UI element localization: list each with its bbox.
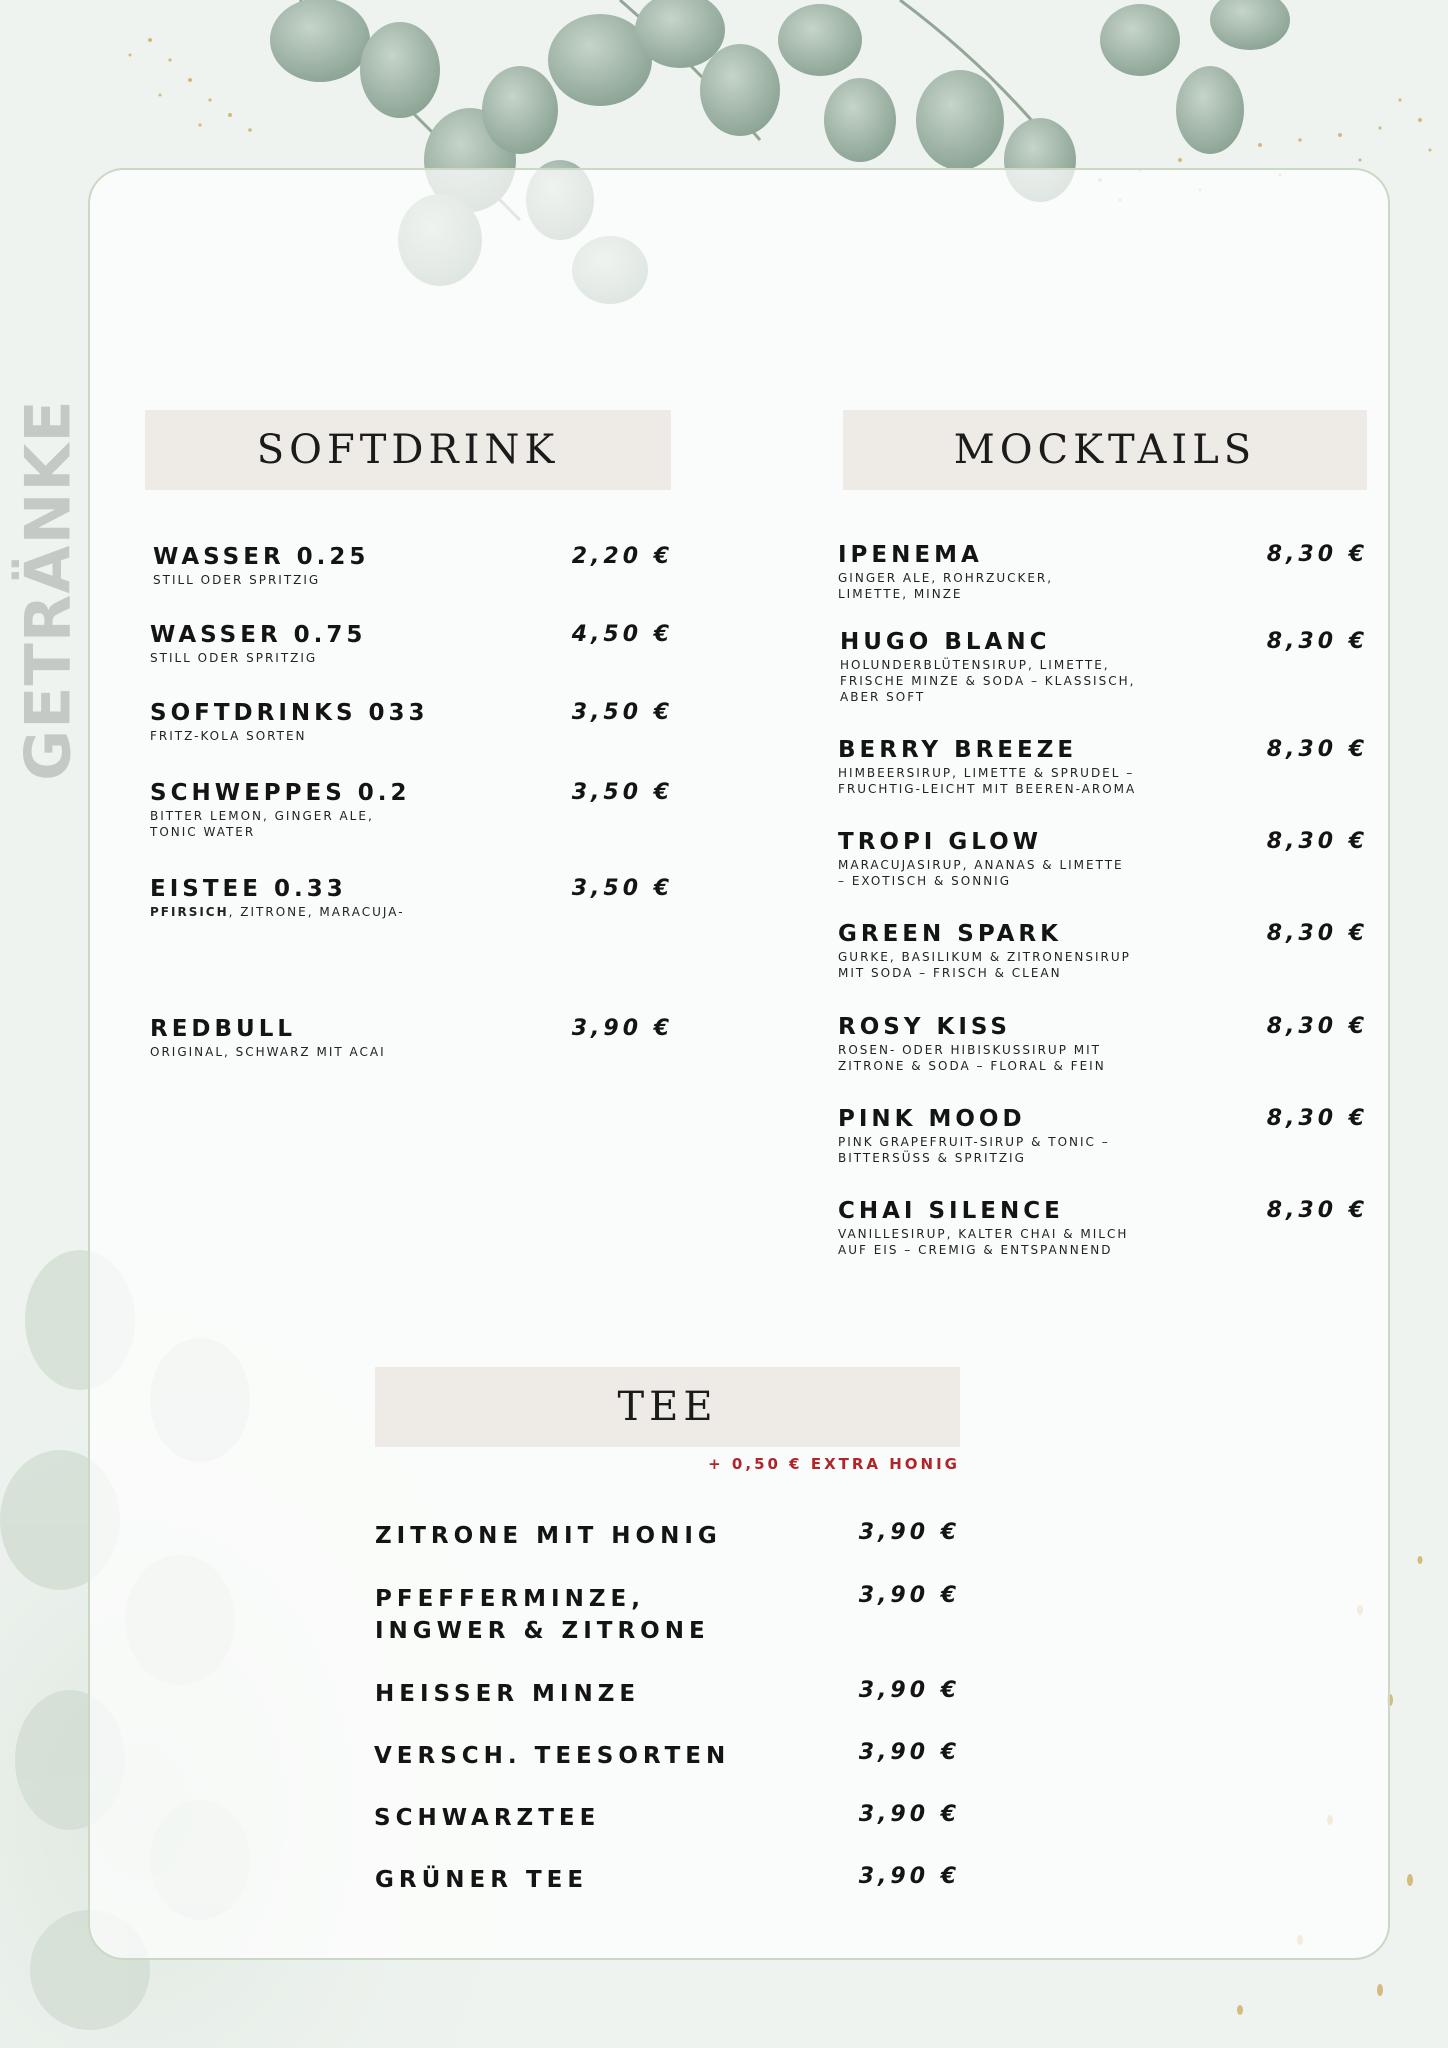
section-title: SOFTDRINK bbox=[256, 427, 560, 473]
item-name: PINK MOOD bbox=[838, 1106, 1026, 1132]
item-description: FRITZ-KOLA SORTEN bbox=[150, 729, 307, 743]
side-title: GETRÄNKE bbox=[11, 399, 85, 781]
item-name: ROSY KISS bbox=[838, 1014, 1011, 1040]
item-price: 2,20 € bbox=[571, 544, 673, 569]
item-description: BITTER LEMON, GINGER ALE, TONIC WATER bbox=[150, 809, 374, 839]
item-name: REDBULL bbox=[150, 1016, 297, 1042]
item-description: ORIGINAL, SCHWARZ MIT ACAI bbox=[150, 1045, 386, 1059]
section-title: MOCKTAILS bbox=[953, 427, 1257, 473]
item-description: VANILLESIRUP, KALTER CHAI & MILCH AUF EIS – CREMIG & ENTSPANNEND bbox=[838, 1227, 1129, 1257]
item-price: 3,50 € bbox=[571, 876, 673, 901]
mocktail-item bbox=[838, 921, 1368, 981]
item-name: VERSCH. TEESORTEN bbox=[374, 1743, 731, 1769]
item-name: WASSER 0.25 bbox=[153, 544, 370, 570]
mocktail-item bbox=[838, 1198, 1368, 1258]
item-description: STILL ODER SPRITZIG bbox=[153, 573, 321, 587]
softdrink-item bbox=[150, 876, 673, 926]
item-name: HUGO BLANC bbox=[840, 629, 1051, 655]
item-name: TROPI GLOW bbox=[838, 829, 1043, 855]
item-description-rest: , ZITRONE, MARACUJA- bbox=[228, 905, 405, 919]
item-description: MARACUJASIRUP, ANANAS & LIMETTE – EXOTISCH & SONNIG bbox=[838, 858, 1124, 888]
section-header-tee bbox=[375, 1367, 960, 1447]
softdrink-item bbox=[150, 700, 673, 750]
extra-honey-note: + 0,50 € EXTRA HONIG bbox=[708, 1455, 960, 1473]
mocktail-item bbox=[838, 829, 1368, 889]
section-header-softdrink bbox=[145, 410, 671, 490]
tee-item bbox=[374, 1740, 960, 1774]
item-price: 3,50 € bbox=[571, 700, 673, 725]
item-name: CHAI SILENCE bbox=[838, 1198, 1064, 1224]
item-price: 8,30 € bbox=[1266, 1106, 1368, 1131]
item-price: 3,90 € bbox=[858, 1678, 960, 1703]
tee-item bbox=[375, 1520, 960, 1554]
mocktail-item bbox=[838, 542, 1368, 602]
softdrink-item bbox=[150, 780, 673, 840]
item-description bbox=[150, 904, 405, 920]
item-name: EISTEE 0.33 bbox=[150, 876, 347, 902]
item-price: 8,30 € bbox=[1266, 629, 1368, 654]
mocktail-item bbox=[838, 1106, 1368, 1166]
item-description: STILL ODER SPRITZIG bbox=[150, 651, 318, 665]
mocktail-item bbox=[838, 1014, 1368, 1074]
tee-item bbox=[375, 1864, 960, 1898]
item-price: 8,30 € bbox=[1266, 921, 1368, 946]
item-name: SOFTDRINKS 033 bbox=[150, 700, 429, 726]
softdrink-item bbox=[153, 544, 673, 594]
item-description: HIMBEERSIRUP, LIMETTE & SPRUDEL – FRUCHTIG-LEICHT MIT BEEREN-AROMA bbox=[838, 766, 1137, 796]
item-description: PINK GRAPEFRUIT-SIRUP & TONIC – BITTERSÜSS & SPRITZIG bbox=[838, 1135, 1110, 1165]
mocktail-item bbox=[840, 629, 1368, 709]
item-name: HEISSER MINZE bbox=[375, 1681, 641, 1707]
tee-item bbox=[375, 1583, 960, 1649]
softdrink-item bbox=[150, 622, 673, 672]
item-name: GREEN SPARK bbox=[838, 921, 1062, 947]
item-name: GRÜNER TEE bbox=[375, 1867, 589, 1893]
item-description: GINGER ALE, ROHRZUCKER, LIMETTE, MINZE bbox=[838, 571, 1054, 601]
item-description: GURKE, BASILIKUM & ZITRONENSIRUP MIT SODA – FRISCH & CLEAN bbox=[838, 950, 1131, 980]
item-description: HOLUNDERBLÜTENSIRUP, LIMETTE, FRISCHE MINZE & SODA – KLASSISCH, ABER SOFT bbox=[840, 658, 1136, 704]
item-price: 8,30 € bbox=[1266, 737, 1368, 762]
item-name: WASSER 0.75 bbox=[150, 622, 367, 648]
item-name: ZITRONE MIT HONIG bbox=[375, 1523, 722, 1549]
item-price: 3,90 € bbox=[858, 1520, 960, 1545]
item-name: SCHWARZTEE bbox=[374, 1805, 601, 1831]
tee-item bbox=[375, 1678, 960, 1712]
item-price: 3,90 € bbox=[858, 1740, 960, 1765]
item-name: BERRY BREEZE bbox=[838, 737, 1078, 763]
item-price: 3,90 € bbox=[858, 1802, 960, 1827]
item-price: 3,90 € bbox=[571, 1016, 673, 1041]
item-price: 8,30 € bbox=[1266, 1014, 1368, 1039]
item-price: 8,30 € bbox=[1266, 829, 1368, 854]
item-description: ROSEN- ODER HIBISKUSSIRUP MIT ZITRONE & SODA – FLORAL & FEIN bbox=[838, 1043, 1106, 1073]
item-price: 8,30 € bbox=[1266, 1198, 1368, 1223]
section-title: TEE bbox=[617, 1384, 718, 1430]
item-price: 3,90 € bbox=[858, 1583, 960, 1608]
item-price: 3,50 € bbox=[571, 780, 673, 805]
item-price: 8,30 € bbox=[1266, 542, 1368, 567]
item-description-highlight: PFIRSICH bbox=[150, 905, 229, 919]
item-price: 4,50 € bbox=[571, 622, 673, 647]
item-name: IPENEMA bbox=[838, 542, 983, 568]
section-header-mocktails bbox=[843, 410, 1367, 490]
tee-item bbox=[374, 1802, 960, 1836]
softdrink-item bbox=[150, 1016, 673, 1066]
item-name: PFEFFERMINZE, INGWER & ZITRONE bbox=[375, 1586, 710, 1644]
item-price: 3,90 € bbox=[858, 1864, 960, 1889]
mocktail-item bbox=[838, 737, 1368, 797]
item-name: SCHWEPPES 0.2 bbox=[150, 780, 411, 806]
